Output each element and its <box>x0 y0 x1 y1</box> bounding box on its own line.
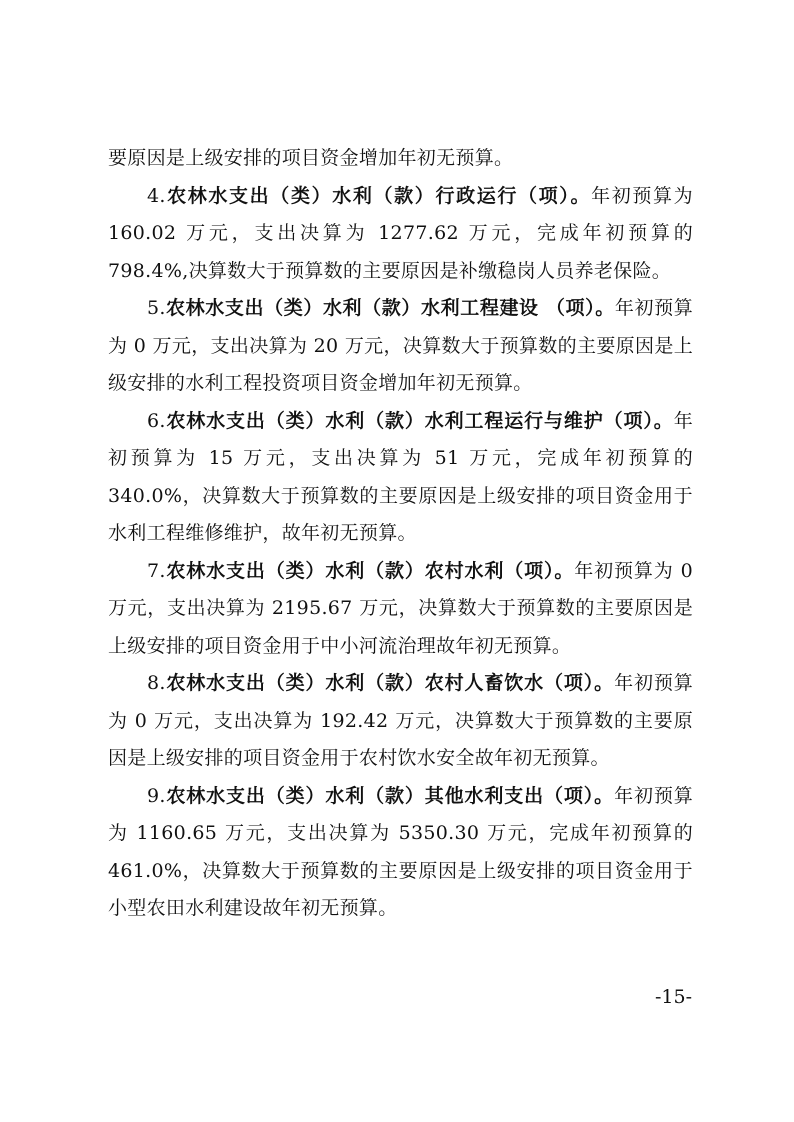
item-number: 6. <box>147 409 166 432</box>
item-heading: 农林水支出（类）水利（款）水利工程建设 （项）。 <box>165 297 615 319</box>
paragraph-body: 年初预算为 0 万元，支出决算为 2195.67 万元，决算数大于预算数的主要原因是上级安排的项目资金用于中小河流治理故年初无预算。 <box>108 559 693 657</box>
item-number: 7. <box>147 559 166 582</box>
paragraph-item-4 <box>108 178 693 291</box>
document-body <box>108 140 693 928</box>
item-heading: 农林水支出（类）水利（款）农村水利（项）。 <box>165 559 575 582</box>
item-number: 9. <box>147 784 166 807</box>
item-number: 8. <box>147 672 166 694</box>
paragraph-item-6 <box>108 403 693 553</box>
item-heading: 农林水支出（类）水利（款）农村人畜饮水（项）。 <box>165 672 615 694</box>
paragraph-item-5 <box>108 290 693 403</box>
paragraph-body: 年初预算为 15 万元，支出决算为 51 万元，完成年初预算的 340.0%，决算数大于预算数的主要原因是上级安排的项目资金用于水利工程维修维护，故年初无预算。 <box>108 409 693 544</box>
item-number: 5. <box>147 297 166 319</box>
page-number: -15- <box>654 986 692 1008</box>
paragraph-item-8 <box>108 665 693 778</box>
paragraph-body: 年初预算为 0 万元，支出决算为 20 万元，决算数大于预算数的主要原因是上级安排的水利工程投资项目资金增加年初无预算。 <box>108 297 693 394</box>
item-number: 4. <box>147 184 166 207</box>
paragraph-body: 要原因是上级安排的项目资金增加年初无预算。 <box>108 147 514 169</box>
paragraph-continuation <box>108 140 693 178</box>
paragraph-body: 年初预算为 0 万元，支出决算为 192.42 万元，决算数大于预算数的主要原因是上级安排的项目资金用于农村饮水安全故年初无预算。 <box>108 672 694 769</box>
item-heading: 农林水支出（类）水利（款）其他水利支出（项）。 <box>165 784 615 807</box>
item-heading: 农林水支出（类）水利（款）水利工程运行与维护（项）。 <box>165 409 674 432</box>
item-heading: 农林水支出（类）水利（款）行政运行（项）。 <box>165 184 592 207</box>
paragraph-item-9 <box>108 778 693 928</box>
paragraph-body: 年初预算为 160.02 万元，支出决算为 1277.62 万元，完成年初预算的 798.4%,决算数大于预算数的主要原因是补缴稳岗人员养老保险。 <box>108 184 693 282</box>
paragraph-body: 年初预算为 1160.65 万元，支出决算为 5350.30 万元，完成年初预算的 461.0%，决算数大于预算数的主要原因是上级安排的项目资金用于小型农田水利建设故年初无预算。 <box>108 784 694 919</box>
paragraph-item-7 <box>108 553 693 666</box>
